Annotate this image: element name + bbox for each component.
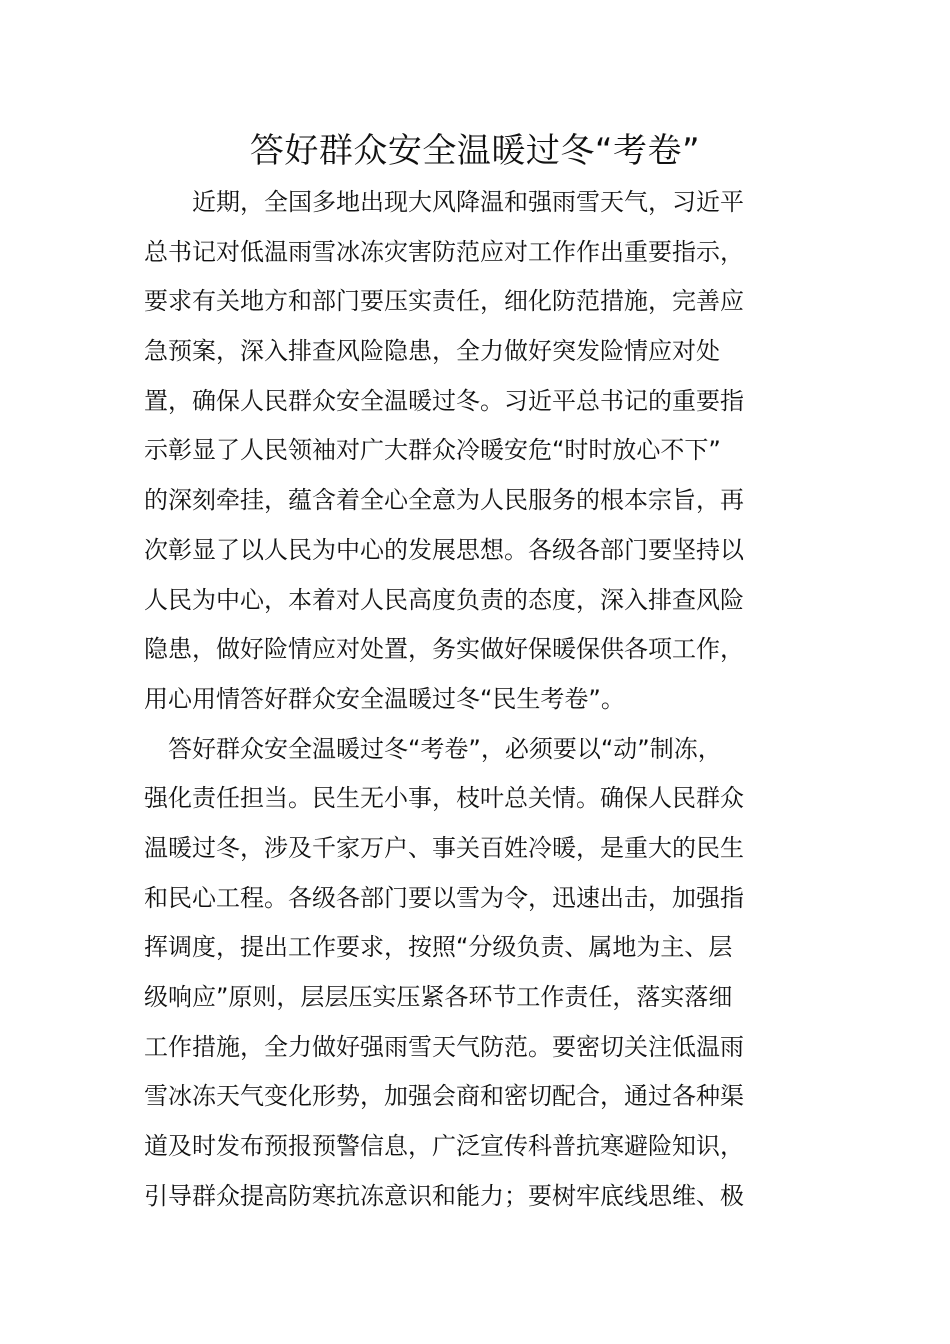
text-line: 用心用情答好群众安全温暖过冬“民生考卷”。 [144,684,625,713]
text-line: 强化责任担当。民生无小事，枝叶总关情。确保人民群众 [144,784,744,813]
text-line: 答好群众安全温暖过冬“考卷”，必须要以“动”制冻， [144,734,722,763]
text-line: 雪冰冻天气变化形势，加强会商和密切配合，通过各种渠 [144,1082,744,1111]
text-line: 要求有关地方和部门要压实责任，细化防范措施，完善应 [144,287,744,316]
document-title: 答好群众安全温暖过冬“考卷” [249,131,701,171]
text-line: 和民心工程。各级各部门要以雪为令，迅速出击，加强指 [144,883,744,912]
text-line: 挥调度，提出工作要求，按照“分级负责、属地为主、层 [144,933,733,962]
text-line: 置，确保人民群众安全温暖过冬。习近平总书记的重要指 [144,386,744,415]
text-line: 级响应”原则，层层压实压紧各环节工作责任，落实落细 [144,983,733,1011]
text-line: 引导群众提高防寒抗冻意识和能力；要树牢底线思维、极 [144,1181,744,1210]
document-body [144,178,809,1221]
text-line: 的深刻牵挂，蕴含着全心全意为人民服务的根本宗旨，再 [144,486,744,515]
text-line: 近期，全国多地出现大风降温和强雨雪天气，习近平 [144,188,744,216]
text-line: 人民为中心，本着对人民高度负责的态度，深入排查风险 [144,585,744,614]
text-line: 隐患，做好险情应对处置，务实做好保暖保供各项工作， [144,635,744,664]
text-line: 示彰显了人民领袖对广大群众冷暖安危“时时放心不下” [144,436,721,465]
text-line: 道及时发布预报预警信息，广泛宣传科普抗寒避险知识， [144,1132,744,1161]
text-line: 次彰显了以人民为中心的发展思想。各级各部门要坚持以 [144,535,744,564]
text-line: 急预案，深入排查风险隐患，全力做好突发险情应对处 [144,337,720,366]
text-line: 温暖过冬，涉及千家万户、事关百姓冷暖，是重大的民生 [144,833,744,862]
text-line: 总书记对低温雨雪冰冻灾害防范应对工作作出重要指示， [144,237,744,266]
text-line: 工作措施，全力做好强雨雪天气防范。要密切关注低温雨 [144,1032,744,1061]
